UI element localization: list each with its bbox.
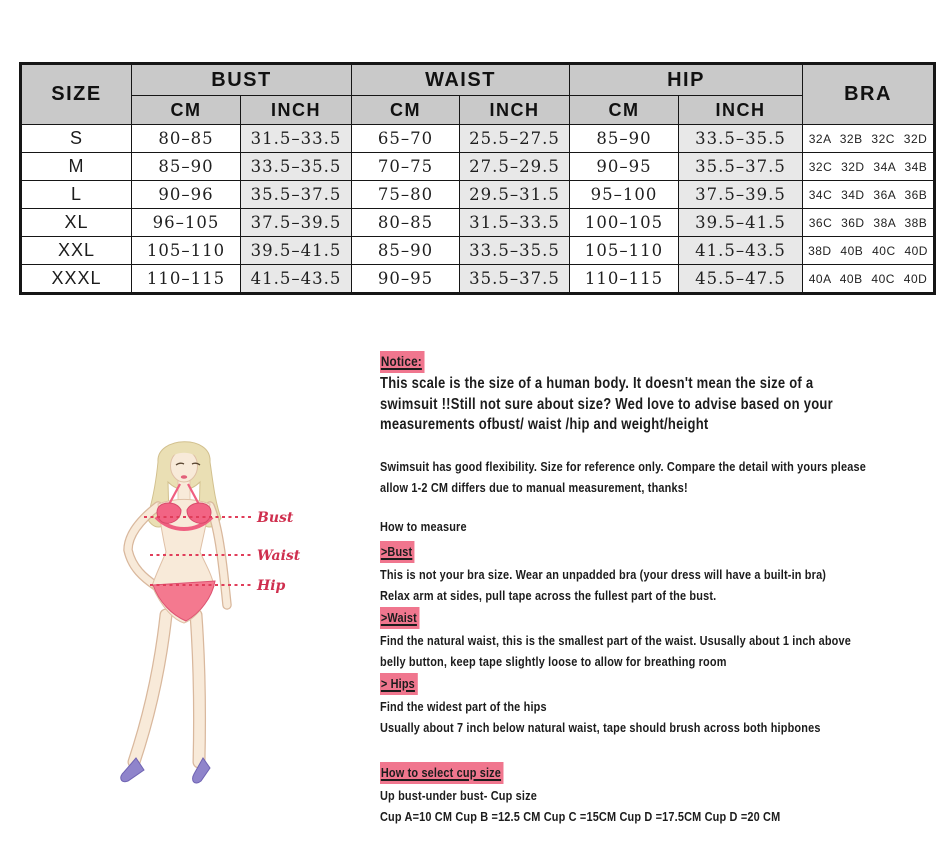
cell-bra: 38D 40B 40C 40D (803, 237, 935, 265)
cell-bust-cm: 90–96 (132, 181, 241, 209)
cell-waist-cm: 90–95 (352, 265, 460, 294)
figure-lips (181, 475, 187, 479)
cell-size: XXL (21, 237, 132, 265)
info-column (380, 350, 934, 827)
size-chart-table (19, 62, 936, 295)
cell-hip-cm: 85–90 (570, 125, 679, 153)
flexibility-note-line: allow 1-2 CM differs due to manual measurement, thanks! (380, 479, 688, 495)
figure-leg-right-fill (196, 615, 200, 762)
cell-bra: 36C 36D 38A 38B (803, 209, 935, 237)
col-header-hip-cm: CM (570, 96, 679, 125)
bust-instruction-line: This is not your bra size. Wear an unpadded bra (your dress will have a built-in bra) (380, 566, 827, 582)
cup-size-heading: How to select cup size (380, 762, 504, 784)
header-group-row (21, 64, 935, 96)
notice-line: This scale is the size of a human body. It doesn't mean the size of a (380, 375, 814, 392)
table-row-m (21, 153, 935, 181)
cell-bust-cm: 110–115 (132, 265, 241, 294)
cell-size: XL (21, 209, 132, 237)
cell-hip-cm: 110–115 (570, 265, 679, 294)
table-row-xl (21, 209, 935, 237)
cell-bust-inch: 35.5–37.5 (241, 181, 352, 209)
cell-size: S (21, 125, 132, 153)
cell-hip-inch: 35.5–37.5 (679, 153, 803, 181)
table-row-xxxl (21, 265, 935, 294)
waist-section-heading: >Waist (380, 607, 419, 629)
cell-hip-inch: 37.5–39.5 (679, 181, 803, 209)
cell-waist-cm: 80–85 (352, 209, 460, 237)
figure-illustration-svg (100, 420, 390, 820)
cell-bra: 40A 40B 40C 40D (803, 265, 935, 294)
col-header-waist: WAIST (352, 64, 570, 96)
col-header-bust: BUST (132, 64, 352, 96)
bust-section-heading: >Bust (380, 541, 415, 563)
cell-bust-cm: 105–110 (132, 237, 241, 265)
hips-section-heading: > Hips (380, 673, 417, 695)
table-row-l (21, 181, 935, 209)
cell-bra: 34C 34D 36A 36B (803, 181, 935, 209)
hips-instruction-line: Usually about 7 inch below natural waist, tape should brush across both hipbones (380, 719, 821, 735)
cell-hip-cm: 100–105 (570, 209, 679, 237)
cell-bust-inch: 33.5–35.5 (241, 153, 352, 181)
how-to-measure-heading: How to measure (380, 518, 467, 534)
cell-hip-inch: 39.5–41.5 (679, 209, 803, 237)
cell-waist-cm: 75–80 (352, 181, 460, 209)
cell-bra: 32A 32B 32C 32D (803, 125, 935, 153)
waist-instruction-line: belly button, keep tape slightly loose to allow for breathing room (380, 653, 727, 669)
cell-bust-inch: 37.5–39.5 (241, 209, 352, 237)
col-header-waist-inch: INCH (460, 96, 570, 125)
col-header-size: SIZE (21, 64, 132, 125)
col-header-hip: HIP (570, 64, 803, 96)
cell-waist-inch: 31.5–33.5 (460, 209, 570, 237)
cell-waist-inch: 29.5–31.5 (460, 181, 570, 209)
measurement-figure (100, 420, 390, 820)
cell-bust-cm: 85–90 (132, 153, 241, 181)
col-header-bust-inch: INCH (241, 96, 352, 125)
waist-instruction-line: Find the natural waist, this is the smallest part of the waist. Ususally about 1 inch above (380, 632, 852, 648)
cell-bra: 32C 32D 34A 34B (803, 153, 935, 181)
table-row-xxl (21, 237, 935, 265)
cell-size: XXXL (21, 265, 132, 294)
hips-instruction-line: Find the widest part of the hips (380, 698, 547, 714)
hip-label: Hip (257, 578, 286, 594)
cell-waist-inch: 27.5–29.5 (460, 153, 570, 181)
cup-size-line: Up bust-under bust- Cup size (380, 787, 537, 803)
cell-bust-cm: 96–105 (132, 209, 241, 237)
cell-waist-cm: 85–90 (352, 237, 460, 265)
cell-waist-cm: 70–75 (352, 153, 460, 181)
cell-bust-inch: 39.5–41.5 (241, 237, 352, 265)
col-header-bra: BRA (803, 64, 935, 125)
cell-waist-cm: 65–70 (352, 125, 460, 153)
bust-label: Bust (257, 510, 294, 526)
cell-hip-inch: 45.5–47.5 (679, 265, 803, 294)
cell-hip-inch: 41.5–43.5 (679, 237, 803, 265)
cell-hip-inch: 33.5–35.5 (679, 125, 803, 153)
header-unit-row (21, 96, 935, 125)
cell-bust-inch: 31.5–33.5 (241, 125, 352, 153)
cell-hip-cm: 90–95 (570, 153, 679, 181)
notice-heading: Notice: (380, 351, 424, 373)
col-header-bust-cm: CM (132, 96, 241, 125)
cell-size: M (21, 153, 132, 181)
cell-bust-inch: 41.5–43.5 (241, 265, 352, 294)
cup-size-line: Cup A=10 CM Cup B =12.5 CM Cup C =15CM Cup D =17.5CM Cup D =20 CM (380, 808, 781, 824)
cell-waist-inch: 25.5–27.5 (460, 125, 570, 153)
flexibility-note-line: Swimsuit has good flexibility. Size for reference only. Compare the detail with yours please (380, 458, 866, 474)
cell-bust-cm: 80–85 (132, 125, 241, 153)
figure-leg-left-fill (134, 615, 166, 762)
cell-waist-inch: 35.5–37.5 (460, 265, 570, 294)
waist-label: Waist (257, 548, 301, 564)
cell-hip-cm: 105–110 (570, 237, 679, 265)
notice-line: measurements ofbust/ waist /hip and weight/height (380, 416, 709, 433)
table-row-s (21, 125, 935, 153)
notice-line: swimsuit !!Still not sure about size? Wed love to advise based on your (380, 395, 833, 413)
cell-size: L (21, 181, 132, 209)
col-header-hip-inch: INCH (679, 96, 803, 125)
col-header-waist-cm: CM (352, 96, 460, 125)
cell-waist-inch: 33.5–35.5 (460, 237, 570, 265)
cell-hip-cm: 95–100 (570, 181, 679, 209)
bust-instruction-line: Relax arm at sides, pull tape across the fullest part of the bust. (380, 587, 717, 603)
